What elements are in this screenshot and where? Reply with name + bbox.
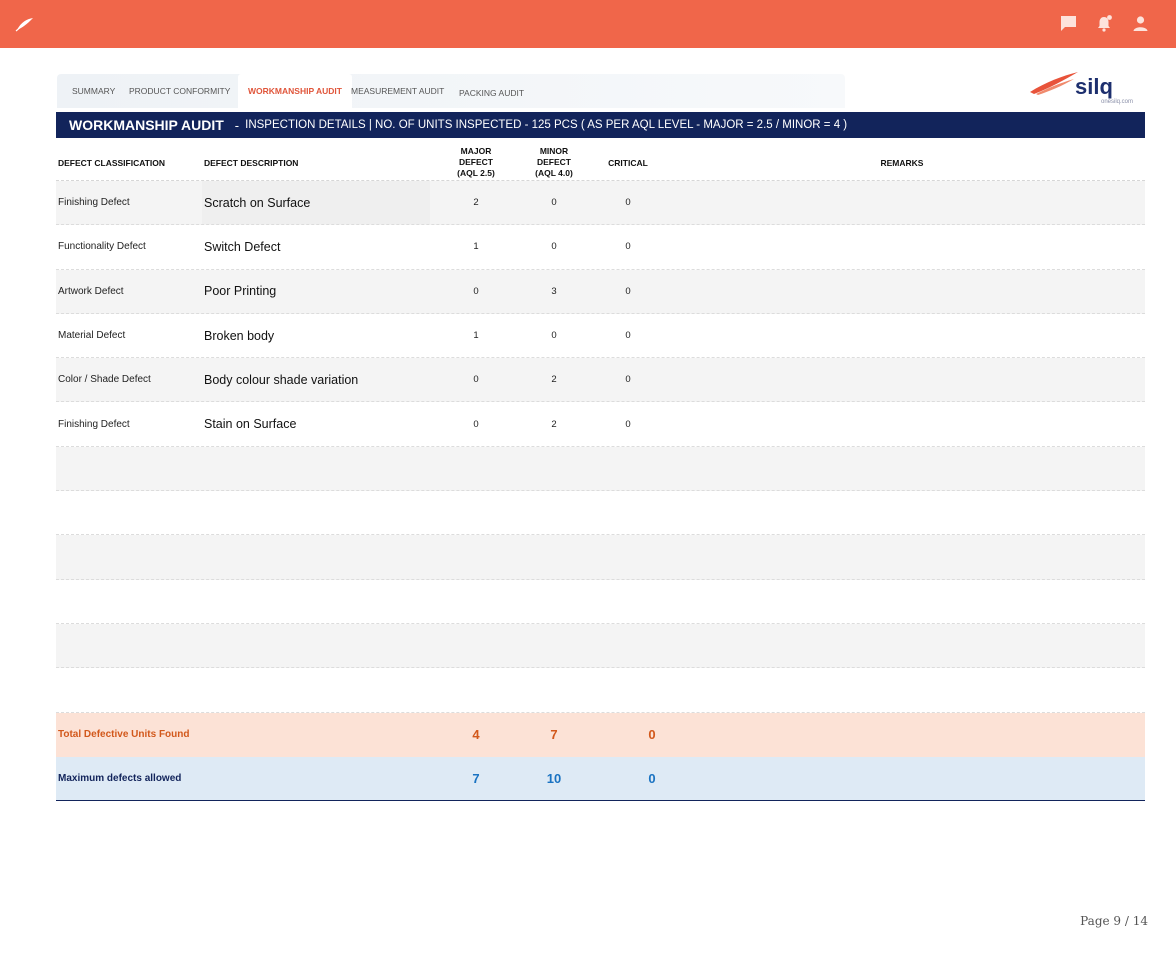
defect-classification: Finishing Defect: [58, 418, 130, 430]
section-title: WORKMANSHIP AUDIT: [69, 117, 224, 133]
defect-classification: Material Defect: [58, 330, 126, 342]
tab-summary[interactable]: SUMMARY: [72, 86, 116, 96]
silq-logo: [1028, 68, 1134, 108]
leaf-logo-icon[interactable]: [14, 14, 36, 34]
max-major: 7: [472, 770, 480, 786]
inspection-details: INSPECTION DETAILS | NO. OF UNITS INSPECTED - 125 PCS ( AS PER AQL LEVEL - MAJOR = 2.5 / MINOR = 4 ): [245, 119, 848, 131]
defect-description: Broken body: [204, 328, 275, 343]
critical-count: 0: [625, 241, 631, 253]
major-count: 1: [473, 241, 479, 253]
defect-description: Poor Printing: [204, 284, 277, 299]
empty-row: [56, 580, 1145, 624]
total-critical: 0: [648, 727, 656, 743]
defect-classification: Finishing Defect: [58, 197, 130, 209]
defect-description: Switch Defect: [204, 239, 281, 254]
section-banner: [56, 112, 1145, 138]
section-separator: -: [234, 117, 240, 133]
minor-count: 0: [551, 241, 557, 253]
max-label: Maximum defects allowed: [58, 772, 182, 784]
table-row: [56, 314, 1145, 358]
major-count: 0: [473, 285, 479, 297]
critical-count: 0: [625, 374, 631, 386]
major-count: 2: [473, 197, 479, 209]
max-minor: 10: [546, 770, 562, 786]
top-bar: [0, 0, 1176, 48]
minor-count: 2: [551, 374, 557, 386]
major-count: 0: [473, 374, 479, 386]
page-number: Page 9 / 14: [1080, 914, 1148, 928]
brand-name: silq: [1075, 74, 1113, 99]
audit-tabs: [57, 74, 845, 108]
critical-count: 0: [625, 330, 631, 342]
empty-row: [56, 624, 1145, 668]
major-count: 1: [473, 330, 479, 342]
workmanship-table: [56, 140, 1145, 801]
critical-count: 0: [625, 418, 631, 430]
tab-product-conformity[interactable]: PRODUCT CONFORMITY: [129, 86, 231, 96]
notification-icon[interactable]: [1095, 14, 1114, 33]
defect-classification: Functionality Defect: [58, 241, 146, 253]
empty-row: [56, 535, 1145, 579]
tab-workmanship-audit[interactable]: WORKMANSHIP AUDIT: [238, 74, 352, 108]
tab-measurement-audit[interactable]: MEASUREMENT AUDIT: [351, 86, 445, 96]
total-minor: 7: [550, 727, 558, 743]
col-defect-classification: DEFECT CLASSIFICATION: [58, 158, 166, 168]
col-minor-defect: MINOR DEFECT (AQL 4.0): [535, 146, 573, 178]
major-count: 0: [473, 418, 479, 430]
total-label: Total Defective Units Found: [58, 729, 190, 741]
defect-description: Scratch on Surface: [204, 195, 311, 210]
col-defect-description: DEFECT DESCRIPTION: [204, 158, 299, 168]
col-remarks: REMARKS: [880, 158, 924, 168]
chat-icon[interactable]: [1059, 14, 1078, 33]
user-icon[interactable]: [1131, 14, 1150, 33]
table-row: [56, 181, 1145, 225]
empty-row: [56, 491, 1145, 535]
max-critical: 0: [648, 770, 656, 786]
col-critical: CRITICAL: [608, 158, 648, 168]
table-row: [56, 358, 1145, 402]
defect-description: Body colour shade variation: [204, 372, 359, 387]
defect-classification: Artwork Defect: [58, 285, 124, 297]
empty-row: [56, 668, 1145, 712]
minor-count: 3: [551, 285, 557, 297]
max-allowed-row: [56, 757, 1145, 801]
minor-count: 2: [551, 418, 557, 430]
table-row: [56, 402, 1145, 446]
table-header: [56, 140, 1145, 181]
minor-count: 0: [551, 197, 557, 209]
defect-description: Stain on Surface: [204, 417, 297, 432]
minor-count: 0: [551, 330, 557, 342]
total-major: 4: [472, 727, 480, 743]
empty-row: [56, 447, 1145, 491]
total-defective-row: [56, 713, 1145, 757]
critical-count: 0: [625, 285, 631, 297]
critical-count: 0: [625, 197, 631, 209]
brand-url: onesilq.com: [1101, 99, 1134, 105]
tab-packing-audit[interactable]: PACKING AUDIT: [459, 88, 525, 98]
col-major-defect: MAJOR DEFECT (AQL 2.5): [457, 146, 495, 178]
table-row: [56, 270, 1145, 314]
table-row: [56, 225, 1145, 269]
defect-classification: Color / Shade Defect: [58, 374, 151, 386]
